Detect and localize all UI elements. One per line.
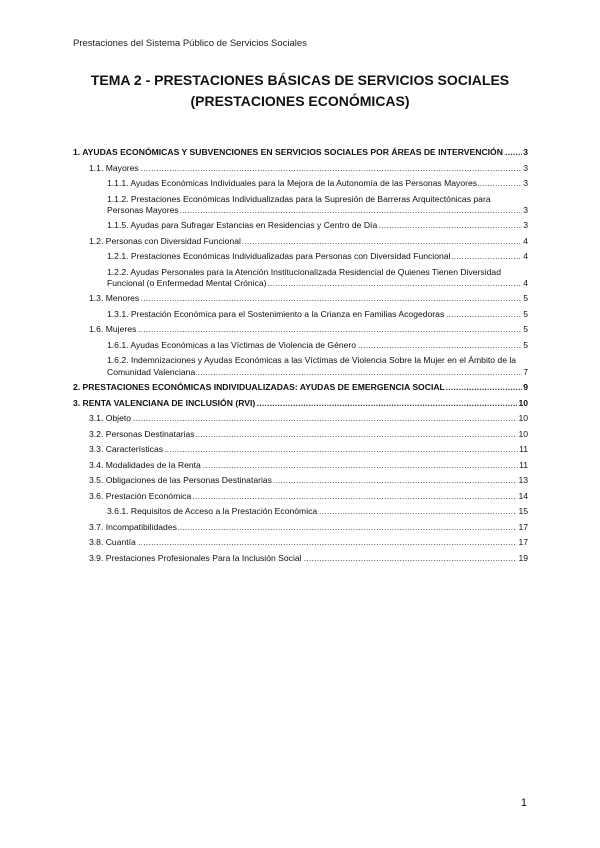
toc-entry-text-wrap	[107, 355, 522, 377]
toc-entry-page: 15	[518, 506, 528, 517]
toc-entry[interactable]	[73, 147, 528, 158]
toc-entry-label: 1.1.1. Ayudas Económicas Individuales para la Mejora de la Autonomía de las Personas Mayores	[107, 178, 478, 188]
toc-entry-label: 1.6.2. Indemnizaciones y Ayudas Económicas a las Víctimas de Violencia Sobre la Mujer en el Ámbito de la Comunidad Valenciana	[107, 355, 517, 377]
toc-entry-page: 4	[523, 251, 528, 262]
toc-entry[interactable]	[73, 355, 528, 377]
toc-entry-label: 1.2.1. Prestaciones Económicas Individualizadas para Personas con Diversidad Funcional	[107, 251, 451, 262]
toc-entry-label: 3.1. Objeto	[89, 413, 132, 424]
toc-entry-text-wrap	[89, 236, 522, 247]
toc-entry-page: 3	[523, 178, 528, 188]
toc-entry[interactable]	[73, 491, 528, 502]
toc-entry-page: 3	[523, 220, 528, 231]
toc-entry-text-wrap	[89, 444, 518, 455]
toc-entry-text-wrap	[89, 537, 517, 548]
toc-entry-page: 17	[518, 521, 528, 532]
running-header: Prestaciones del Sistema Público de Servicios Sociales	[73, 38, 307, 49]
toc-entry-page: 5	[523, 308, 528, 319]
toc-entry-page: 5	[523, 293, 528, 304]
toc-entry-page: 10	[518, 397, 528, 408]
toc-entry[interactable]	[73, 553, 528, 564]
toc-entry[interactable]	[73, 178, 528, 189]
document-title	[0, 70, 600, 112]
toc-entry-label: 3.5. Obligaciones de las Personas Destinatarias	[89, 475, 272, 486]
toc-entry[interactable]	[73, 309, 528, 320]
toc-entry-page: 10	[518, 413, 528, 424]
toc-entry-label: 2. PRESTACIONES ECONÓMICAS INDIVIDUALIZADAS: AYUDAS DE EMERGENCIA SOCIAL	[73, 382, 445, 393]
toc-entry-text-wrap	[89, 324, 522, 335]
toc-entry-text-wrap	[89, 429, 517, 440]
toc-entry[interactable]	[73, 398, 528, 409]
toc-entry-text-wrap	[107, 267, 522, 289]
toc-entry-text-wrap	[89, 293, 522, 304]
toc-entry-page: 4	[523, 235, 528, 246]
toc-entry-page: 14	[518, 490, 528, 501]
toc-entry-page: 5	[523, 339, 528, 350]
toc-entry[interactable]	[73, 429, 528, 440]
toc-entry-text-wrap	[107, 506, 517, 517]
toc-entry[interactable]	[73, 413, 528, 424]
toc-entry-page: 4	[523, 277, 528, 288]
toc-entry-page: 3	[523, 204, 528, 215]
toc-entry-text-wrap	[107, 340, 522, 351]
toc-entry-page: 5	[523, 324, 528, 335]
toc-entry-text-wrap	[89, 553, 517, 564]
toc-entry[interactable]	[73, 537, 528, 548]
toc-entry-text-wrap	[89, 413, 517, 424]
toc-entry-text-wrap	[107, 178, 522, 189]
toc-entry[interactable]	[73, 340, 528, 351]
toc-entry-label: 1.3.1. Prestación Económica para el Sostenimiento a la Crianza en Familias Acogedoras	[107, 308, 445, 319]
document-title-line-1: TEMA 2 - PRESTACIONES BÁSICAS DE SERVICIOS SOCIALES	[90, 72, 510, 88]
toc-entry[interactable]	[73, 460, 528, 471]
toc-entry-label: 3.7. Incompatibilidades	[89, 521, 177, 532]
toc-entry-label: 3.6. Prestación Económica	[89, 490, 192, 501]
toc-entry[interactable]	[73, 194, 528, 216]
toc-entry-text-wrap	[89, 460, 518, 471]
toc-entry-text-wrap	[89, 522, 517, 533]
toc-entry-page: 3	[523, 147, 528, 157]
toc-entry-label: 3.3. Características	[89, 444, 164, 455]
toc-entry-text-wrap	[89, 475, 517, 486]
toc-entry-label: 3. RENTA VALENCIANA DE INCLUSIÓN (RVI)	[73, 397, 256, 408]
toc-entry[interactable]	[73, 444, 528, 455]
table-of-contents	[73, 147, 528, 568]
toc-entry-label: 3.6.1. Requisitos de Acceso a la Prestación Económica	[107, 506, 318, 517]
toc-entry-label: 1.1.5. Ayudas para Sufragar Estancias en Residencias y Centro de Día	[107, 220, 378, 231]
toc-entry-page: 9	[523, 382, 528, 393]
toc-entry[interactable]	[73, 382, 528, 393]
toc-entry-label: 1.3. Menores	[89, 293, 140, 304]
toc-entry-text-wrap	[89, 491, 517, 502]
toc-entry-page: 13	[518, 475, 528, 486]
toc-entry-label: 1.6. Mujeres	[89, 324, 137, 335]
toc-entry-label: 1.1. Mayores	[89, 162, 139, 173]
toc-entry-text-wrap	[107, 251, 522, 262]
toc-entry-text-wrap	[107, 309, 522, 320]
toc-entry-label: 1.1.2. Prestaciones Económicas Individualizadas para la Supresión de Barreras Arquitectónicas para Personas Mayores	[107, 193, 491, 215]
toc-entry-text-wrap	[73, 147, 522, 158]
toc-entry[interactable]	[73, 475, 528, 486]
toc-entry-page: 3	[523, 162, 528, 173]
toc-entry-label: 3.2. Personas Destinatarias	[89, 428, 195, 439]
toc-entry[interactable]	[73, 251, 528, 262]
toc-entry[interactable]	[73, 163, 528, 174]
toc-entry-label: 3.9. Prestaciones Profesionales Para la Inclusión Social	[89, 552, 302, 563]
toc-entry[interactable]	[73, 220, 528, 231]
toc-entry-label: 3.8. Cuantía	[89, 537, 136, 548]
toc-entry-label: 1.2. Personas con Diversidad Funcional	[89, 235, 241, 246]
toc-entry-page: 10	[518, 428, 528, 439]
toc-entry[interactable]	[73, 522, 528, 533]
document-title-line-2: (PRESTACIONES ECONÓMICAS)	[190, 93, 410, 109]
toc-entry-page: 17	[518, 537, 528, 548]
toc-entry[interactable]	[73, 506, 528, 517]
toc-entry[interactable]	[73, 236, 528, 247]
page-number: 1	[520, 797, 527, 809]
toc-entry-label: 1. AYUDAS ECONÓMICAS Y SUBVENCIONES EN SERVICIOS SOCIALES POR ÁREAS DE INTERVENCIÓN	[73, 147, 503, 157]
toc-entry-text-wrap	[89, 163, 522, 174]
toc-entry-page: 19	[518, 552, 528, 563]
toc-entry[interactable]	[73, 293, 528, 304]
toc-entry-label: 1.2.2. Ayudas Personales para la Atención Institucionalizada Residencial de Quienes Tienen Diversidad Funcional (o Enfermedad Mental Crónica)	[107, 266, 501, 288]
toc-entry-page: 7	[523, 366, 528, 377]
toc-entry-page: 11	[519, 444, 528, 455]
toc-entry-label: 1.6.1. Ayudas Económicas a las Víctimas de Violencia de Género	[107, 339, 357, 350]
toc-entry-text-wrap	[73, 398, 517, 409]
toc-entry[interactable]	[73, 324, 528, 335]
toc-entry-label: 3.4. Modalidades de la Renta	[89, 459, 201, 470]
toc-entry-text-wrap	[73, 382, 522, 393]
toc-entry-page: 11	[519, 459, 528, 470]
toc-entry-text-wrap	[107, 194, 522, 216]
toc-entry[interactable]	[73, 267, 528, 289]
toc-entry-text-wrap	[107, 220, 522, 231]
